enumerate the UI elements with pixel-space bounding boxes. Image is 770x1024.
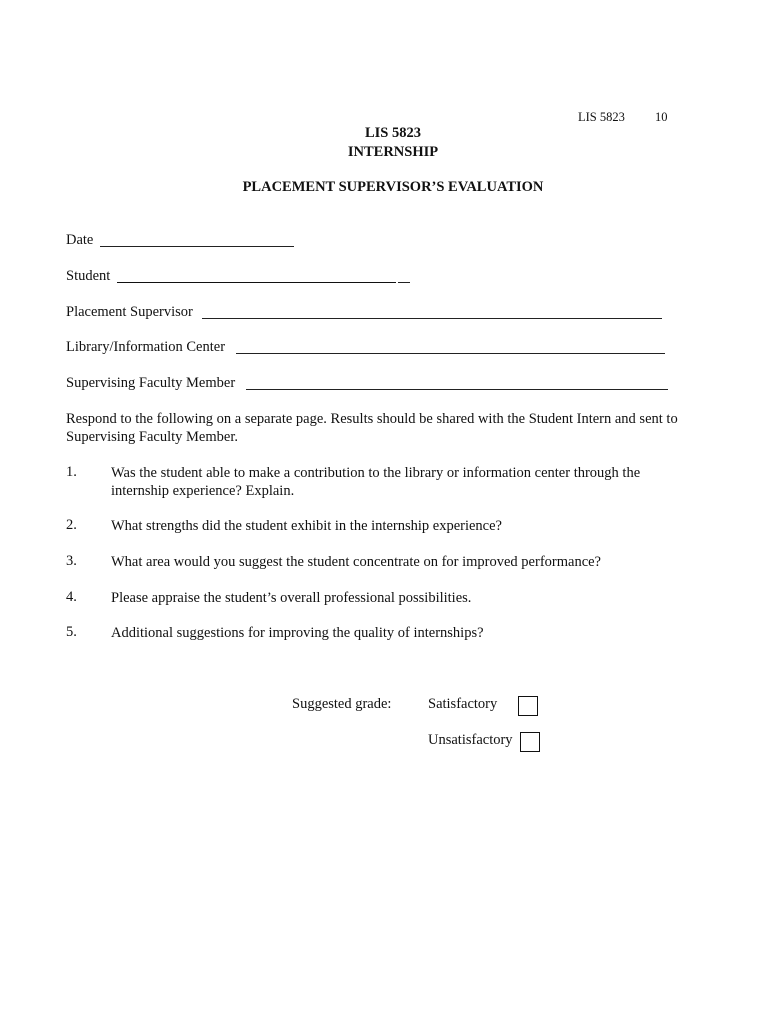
- question-text: Was the student able to make a contribution to the library or information center through the internship experience? Explain.: [111, 465, 641, 499]
- satisfactory-label: Satisfactory: [428, 696, 498, 712]
- instructions-paragraph: Respond to the following on a separate page. Results should be shared with the Student Intern and sent to Supervising Faculty Member.: [66, 411, 678, 445]
- program-title: INTERNSHIP: [347, 144, 439, 160]
- header-course-code: LIS 5823: [578, 110, 625, 124]
- student-field[interactable]: [117, 282, 396, 283]
- form-title: PLACEMENT SUPERVISOR’S EVALUATION: [242, 179, 544, 195]
- student-field-extension: [398, 282, 410, 283]
- unsatisfactory-label: Unsatisfactory: [428, 732, 513, 748]
- placement-supervisor-label: Placement Supervisor: [66, 304, 193, 320]
- question-number: 5.: [66, 624, 77, 640]
- unsatisfactory-checkbox[interactable]: [520, 732, 540, 752]
- satisfactory-checkbox[interactable]: [518, 696, 538, 716]
- question-text: Additional suggestions for improving the quality of internships?: [111, 625, 484, 641]
- question-text: What area would you suggest the student concentrate on for improved performance?: [111, 554, 601, 570]
- library-center-label: Library/Information Center: [66, 339, 226, 355]
- course-title: LIS 5823: [364, 125, 421, 141]
- question-text: Please appraise the student’s overall professional possibilities.: [111, 590, 472, 606]
- question-number: 2.: [66, 517, 77, 533]
- question-number: 4.: [66, 589, 77, 605]
- date-field[interactable]: [100, 246, 294, 247]
- suggested-grade-label: Suggested grade:: [292, 696, 392, 712]
- faculty-member-field[interactable]: [246, 389, 668, 390]
- question-number: 1.: [66, 464, 77, 480]
- library-center-field[interactable]: [236, 353, 665, 354]
- header-page-number: 10: [655, 110, 668, 124]
- date-label: Date: [66, 232, 94, 248]
- question-number: 3.: [66, 553, 77, 569]
- placement-supervisor-field[interactable]: [202, 318, 662, 319]
- student-label: Student: [66, 268, 111, 284]
- question-text: What strengths did the student exhibit in the internship experience?: [111, 518, 502, 534]
- faculty-member-label: Supervising Faculty Member: [66, 375, 236, 391]
